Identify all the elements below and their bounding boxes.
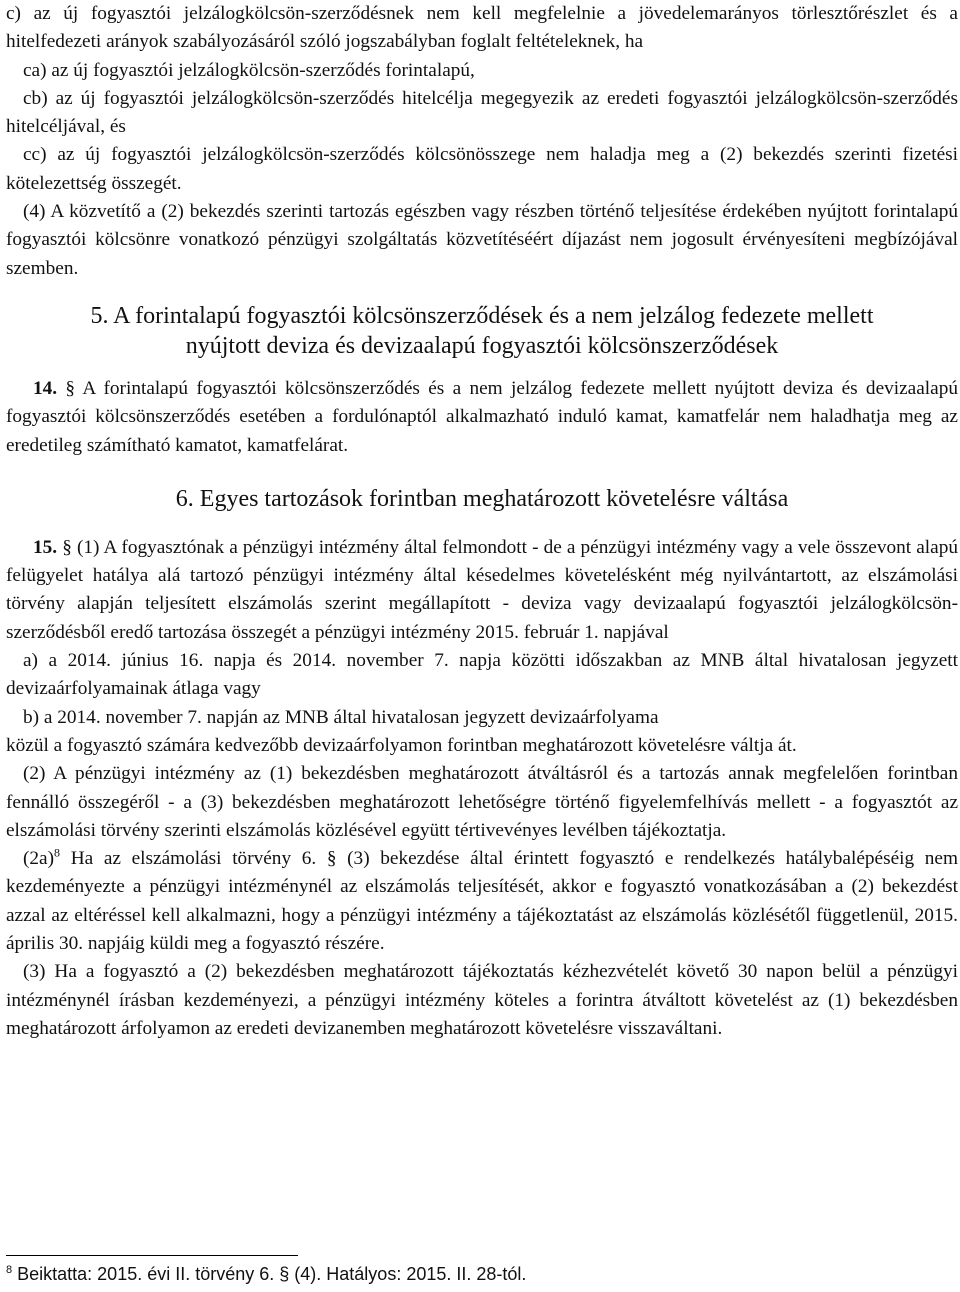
section-15-paragraph-2a <box>6 845 958 958</box>
paragraph-cb: cb) az új fogyasztói jelzálogkölcsön-szerződés hitelcélja megegyezik az eredeti fogyasztói jelzálogkölcsön-szerződés hitelcéljával, és <box>6 87 958 138</box>
paragraph-2a-label: (2a) <box>23 848 55 870</box>
paragraph-2a-text: Ha az elszámolási törvény 6. § (3) bekezdése által érintett fogyasztó e rendelkezés hatálybalépéséig nem kezdeményezte a pénzügyi intézménynél az elszámolás teljesítését, akkor e fogyasztó vonatkozásában a (2) bekezdést azzal az eltéréssel kell alkalmazni, hogy a pénzügyi intézmény a tájékoztatást az elszámolás közlésétől függetlenül, 2015. április 30. napjáig küldi meg a fogyasztó részére. <box>6 848 958 955</box>
paragraph-4: (4) A közvetítő a (2) bekezdés szerinti tartozás egészben vagy részben történő teljesítése érdekében nyújtott forintalapú fogyasztói kölcsönre vonatkozó pénzügyi szolgáltatás közvetítéséért díjazást nem jogosult érvényesíteni megbízójával szemben. <box>6 201 958 279</box>
section-15-item-tail: közül a fogyasztó számára kedvezőbb devizaárfolyamon forintban meghatározott követelésre váltja át. <box>6 734 797 756</box>
section-15-paragraph-3: (3) Ha a fogyasztó a (2) bekezdésben meghatározott tájékoztatás kézhezvételét követő 30 napon belül a pénzügyi intézménynél írásban kezdeményezi, a pénzügyi intézmény köteles a forintra átváltott követelést az (1) bekezdésben meghatározott árfolyamon az eredeti devizanemben meghatározott követelésre visszaváltani. <box>6 961 958 1039</box>
section-14-text: A forintalapú fogyasztói kölcsönszerződés és a nem jelzálog fedezete mellett nyújtott deviza és devizaalapú fogyasztói kölcsönszerződés esetében a fordulónaptól alkalmazható induló kamat, kamatfelár nem haladhatja meg az eredetileg számítható kamatot, kamatfelárat. <box>6 377 958 456</box>
section-15-number: 15. <box>33 536 58 558</box>
section-14-number: 14. <box>33 377 58 399</box>
footnote-divider <box>6 1255 298 1256</box>
paragraph-cc: cc) az új fogyasztói jelzálogkölcsön-szerződés kölcsönösszege nem haladja meg a (2) bekezdés szerinti fizetési kötelezettség összegét. <box>6 144 958 194</box>
heading-section-6: 6. Egyes tartozások forintban meghatározott követelésre váltása <box>175 485 789 512</box>
paragraph-c: c) az új fogyasztói jelzálogkölcsön-szerződésnek nem kell megfelelnie a jövedelemarányos törlesztőrészlet és a hitelfedezeti arányok szabályozásáról szóló jogszabályban foglalt feltételeknek, ha <box>6 3 958 53</box>
section-14 <box>6 375 958 460</box>
document-page <box>6 0 958 1043</box>
section-15-paragraph-1 <box>6 534 958 647</box>
section-15-item-b: b) a 2014. november 7. napján az MNB által hivatalosan jegyzett devizaárfolyama <box>23 706 659 728</box>
section-15-item-a: a) a 2014. június 16. napja és 2014. november 7. napja közötti időszakban az MNB által hivatalosan jegyzett devizaárfolyamainak átlaga vagy <box>6 650 958 700</box>
section-15-paragraph-2: (2) A pénzügyi intézmény az (1) bekezdésben meghatározott átváltásról és a tartozás annak megfelelően forintban fennálló összegéről - a (3) bekezdésben meghatározott lehetőségre történő figyelemfelhívás mellett - a fogyasztót az elszámolási törvény szerinti elszámolás közlésével együtt tértivevényes levélben tájékoztatja. <box>6 763 958 841</box>
footnote-text: Beiktatta: 2015. évi II. törvény 6. § (4). Hatályos: 2015. II. 28-tól. <box>12 1264 527 1284</box>
section-15-sign: § <box>62 536 72 558</box>
footnote <box>6 1263 946 1285</box>
heading-section-5 <box>6 301 958 361</box>
footnote-mark: 8 <box>6 1264 13 1276</box>
section-15-paragraph-1-text: (1) A fogyasztónak a pénzügyi intézmény által felmondott - de a pénzügyi intézmény vagy a vele összevont alapú felügyelet hatálya alá tartozó pénzügyi intézmény által késedelmes követelésként még nyilvántartott, az elszámolási törvény alapján teljesített elszámolás szerint megállapított - deviza vagy devizaalapú fogyasztói jelzálogkölcsön-szerződésből eredő tartozása összegét a pénzügyi intézmény 2015. február 1. napjával <box>6 536 958 643</box>
footnote-reference[interactable]: 8 <box>54 845 61 860</box>
heading-5-line-1: 5. A forintalapú fogyasztói kölcsönszerződések és a nem jelzálog fedezete mellett <box>90 302 874 329</box>
section-14-sign: § <box>65 377 76 399</box>
heading-5-line-2: nyújtott deviza és devizaalapú fogyasztói kölcsönszerződések <box>185 332 779 359</box>
paragraph-ca: ca) az új fogyasztói jelzálogkölcsön-szerződés forintalapú, <box>23 59 475 81</box>
